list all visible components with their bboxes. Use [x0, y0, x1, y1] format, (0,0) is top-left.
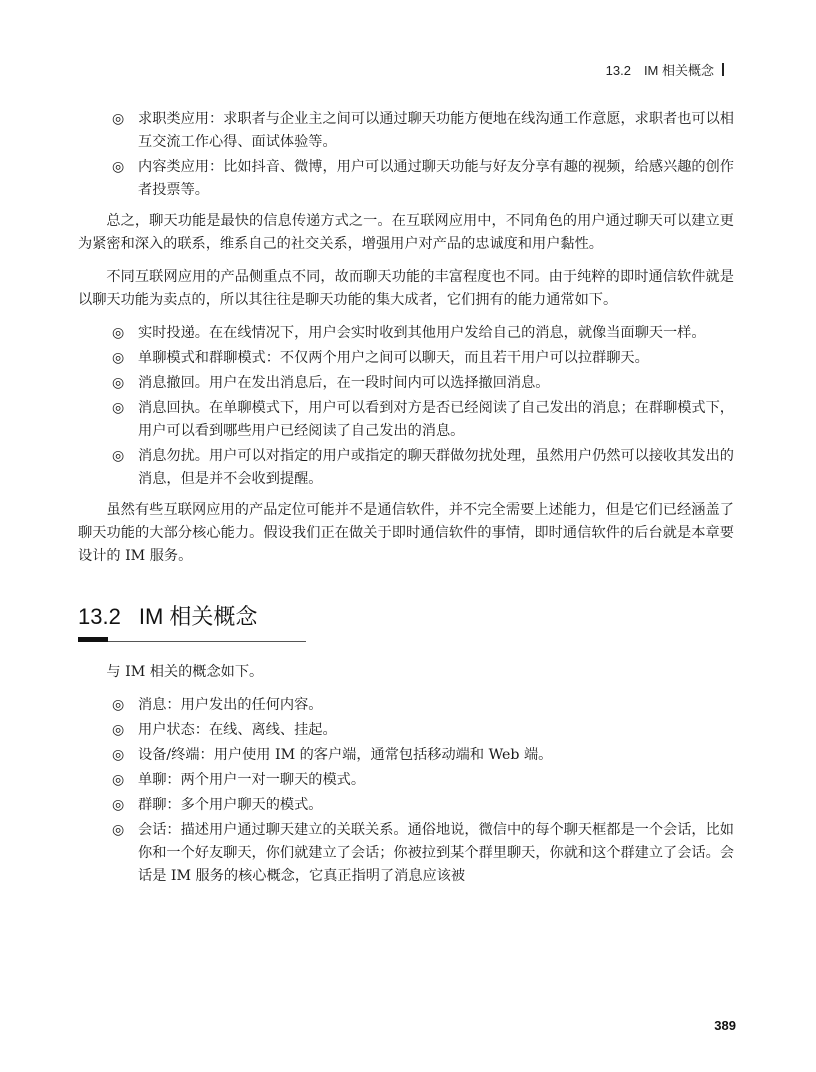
list-item	[78, 819, 734, 888]
list-item	[78, 769, 734, 792]
list-item-text: 消息勿扰。用户可以对指定的用户或指定的聊天群做勿扰处理，虽然用户仍然可以接收其发出的消息，但是并不会收到提醒。	[138, 448, 734, 487]
bullet-icon: ◎	[112, 111, 125, 127]
bullet-icon: ◎	[112, 448, 125, 464]
bullet-icon: ◎	[112, 822, 125, 838]
bullet-icon: ◎	[112, 159, 125, 175]
section-title-rule-thick	[78, 637, 108, 642]
section-number: 13.2	[78, 604, 121, 629]
list-item	[78, 794, 734, 817]
list-item-text: 消息回执。在单聊模式下，用户可以看到对方是否已经阅读了自己发出的消息；在群聊模式下，用户可以看到哪些用户已经阅读了自己发出的消息。	[138, 400, 734, 439]
list-item-text: 实时投递。在在线情况下，用户会实时收到其他用户发给自己的消息，就像当面聊天一样。	[138, 325, 706, 341]
list-item-text: 消息：用户发出的任何内容。	[138, 697, 323, 713]
bullet-list-concepts	[78, 694, 734, 888]
section-title-rule	[78, 637, 306, 643]
bullet-icon: ◎	[112, 400, 125, 416]
list-item-text: 设备/终端：用户使用 IM 的客户端，通常包括移动端和 Web 端。	[138, 747, 553, 763]
bullet-icon: ◎	[112, 722, 125, 738]
bullet-icon: ◎	[112, 350, 125, 366]
list-item	[78, 397, 734, 443]
running-header-bar	[722, 63, 724, 76]
bullet-icon: ◎	[112, 797, 125, 813]
running-header	[606, 60, 724, 79]
list-item-text: 群聊：多个用户聊天的模式。	[138, 797, 323, 813]
list-item-text: 消息撤回。用户在发出消息后，在一段时间内可以选择撤回消息。	[138, 375, 550, 391]
paragraph-concepts-intro: 与 IM 相关的概念如下。	[106, 664, 264, 680]
paragraph-summary: 总之，聊天功能是最快的信息传递方式之一。在互联网应用中，不同角色的用户通过聊天可以建立更为紧密和深入的联系，维系自己的社交关系，增强用户对产品的忠诚度和用户黏性。	[78, 213, 734, 252]
bullet-list-capabilities	[78, 322, 734, 491]
list-item-text: 求职类应用：求职者与企业主之间可以通过聊天功能方便地在线沟通工作意愿，求职者也可以相互交流工作心得、面试体验等。	[138, 111, 734, 150]
list-item	[78, 347, 734, 370]
list-item	[78, 445, 734, 491]
section-heading	[78, 600, 734, 631]
list-item-text: 会话：描述用户通过聊天建立的关联关系。通俗地说，微信中的每个聊天框都是一个会话，比如你和一个好友聊天，你们就建立了会话；你被拉到某个群里聊天，你就和这个群建立了会话。会话是 IM 服务的核心概念，它真正指明了消息应该被	[138, 822, 734, 884]
list-item	[78, 719, 734, 742]
page-body	[78, 108, 734, 896]
section-title-rule-thin	[108, 641, 306, 642]
list-item-text: 单聊模式和群聊模式：不仅两个用户之间可以聊天，而且若干用户可以拉群聊天。	[138, 350, 649, 366]
running-header-title: 13.2 IM 相关概念	[605, 63, 714, 78]
list-item-text: 内容类应用：比如抖音、微博，用户可以通过聊天功能与好友分享有趣的视频，给感兴趣的创作者投票等。	[138, 159, 734, 198]
list-item	[78, 108, 734, 154]
paragraph-im-service: 虽然有些互联网应用的产品定位可能并不是通信软件，并不完全需要上述能力，但是它们已经涵盖了聊天功能的大部分核心能力。假设我们正在做关于即时通信软件的事情，即时通信软件的后台就是本章要设计的 IM 服务。	[78, 502, 734, 564]
bullet-icon: ◎	[112, 772, 125, 788]
list-item-text: 用户状态：在线、离线、挂起。	[138, 722, 337, 738]
paragraph-capabilities-intro: 不同互联网应用的产品侧重点不同，故而聊天功能的丰富程度也不同。由于纯粹的即时通信软件就是以聊天功能为卖点的，所以其往往是聊天功能的集大成者，它们拥有的能力通常如下。	[78, 269, 734, 308]
bullet-icon: ◎	[112, 747, 125, 763]
bullet-icon: ◎	[112, 375, 125, 391]
page-number: 389	[714, 1018, 736, 1033]
list-item	[78, 694, 734, 717]
bullet-icon: ◎	[112, 325, 125, 341]
list-item-text: 单聊：两个用户一对一聊天的模式。	[138, 772, 366, 788]
section-title: IM 相关概念	[138, 604, 258, 629]
bullet-icon: ◎	[112, 697, 125, 713]
list-item	[78, 156, 734, 202]
bullet-list-app-types	[78, 108, 734, 202]
list-item	[78, 322, 734, 345]
list-item	[78, 744, 734, 767]
list-item	[78, 372, 734, 395]
